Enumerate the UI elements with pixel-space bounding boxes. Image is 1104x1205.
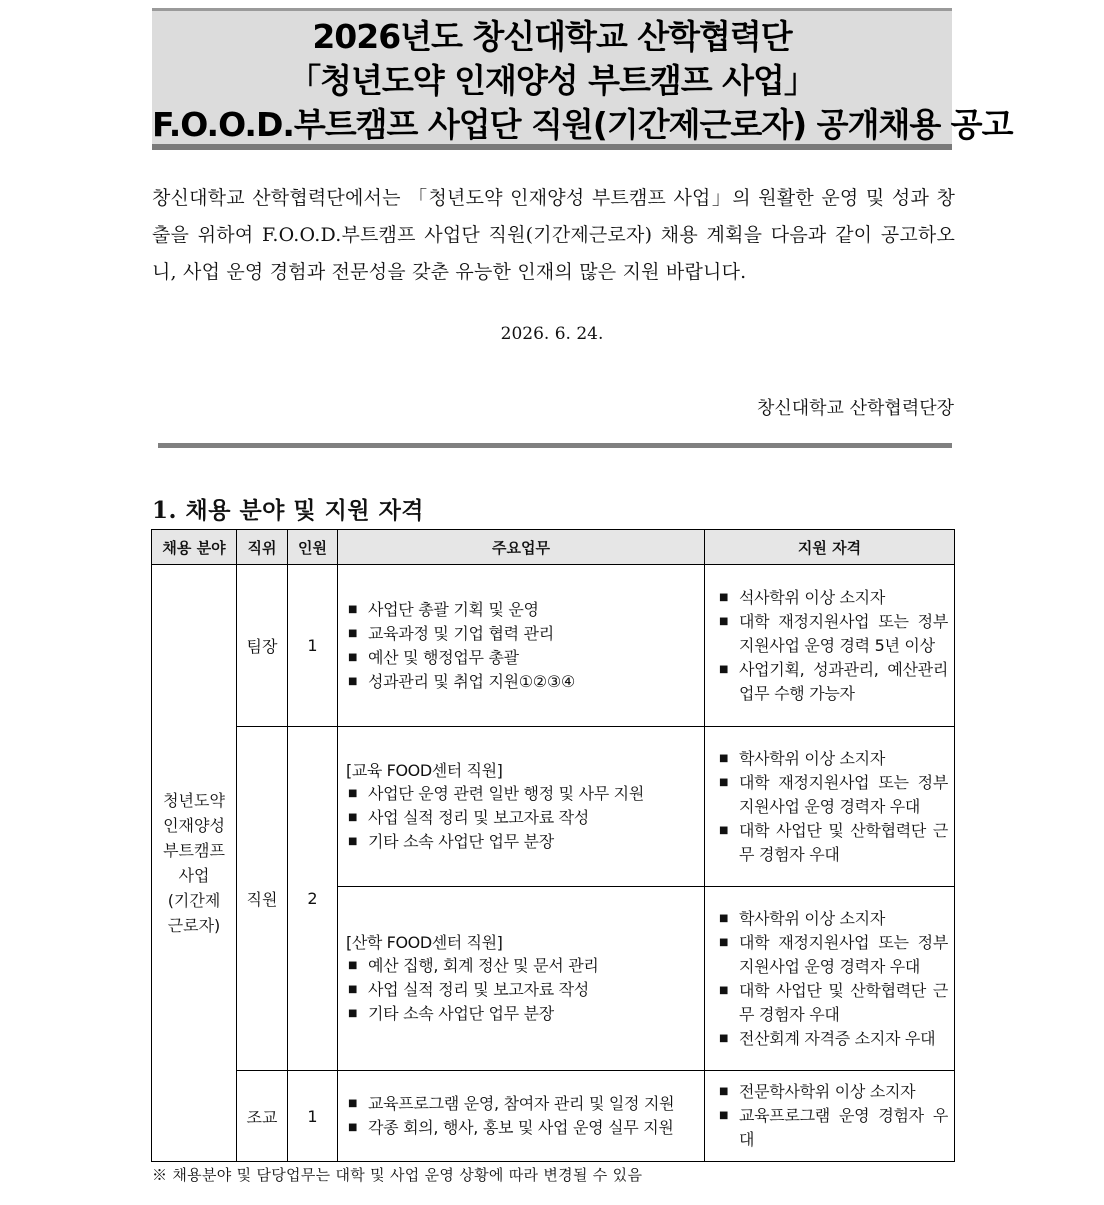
qualification-item: ■ 석사학위 이상 소지자 xyxy=(713,586,948,610)
qualification-item: ■ 사업기획, 성과관리, 예산관리 업무 수행 가능자 xyxy=(713,658,948,706)
qualifications-cell xyxy=(705,887,955,1071)
table-row xyxy=(152,1071,955,1162)
table-header-row xyxy=(152,530,955,565)
duty-item: ■ 예산 및 행정업무 총괄 xyxy=(346,646,698,670)
duties-cell xyxy=(338,727,705,887)
position-cell: 직원 xyxy=(237,727,288,1071)
footnote: ※ 채용분야 및 담당업무는 대학 및 사업 운영 상황에 따라 변경될 수 있음 xyxy=(152,1166,643,1184)
intro-paragraph: 창신대학교 산학협력단에서는 「청년도약 인재양성 부트캠프 사업」의 원활한 운영 및 성과 창출을 위하여 F.O.O.D.부트캠프 사업단 직원(기간제근로자) 채용 계획을 다음과 같이 공고하오니, 사업 운영 경험과 전문성을 갖춘 유능한 인재의 많은 지원 바랍니다. xyxy=(152,187,955,283)
qualification-item: ■ 학사학위 이상 소지자 xyxy=(713,747,948,771)
field-line: 근로자) xyxy=(167,916,221,935)
table-row xyxy=(152,727,955,887)
title-line-3: F.O.O.D.부트캠프 사업단 직원(기간제근로자) 공개채용 공고 xyxy=(152,105,1013,144)
qualification-item: ■ 교육프로그램 운영 경험자 우대 xyxy=(713,1104,948,1152)
duty-item: ■ 예산 집행, 회계 정산 및 문서 관리 xyxy=(346,954,698,978)
table-row xyxy=(152,565,955,727)
duty-item: ■ 기타 소속 사업단 업무 분장 xyxy=(346,830,698,854)
qualification-item: ■ 전산회계 자격증 소지자 우대 xyxy=(713,1027,948,1051)
duty-item: ■ 사업단 운영 관련 일반 행정 및 사무 지원 xyxy=(346,782,698,806)
section-title: 1. 채용 분야 및 지원 자격 xyxy=(152,497,425,524)
field-line: 인재양성 xyxy=(163,816,225,835)
position-cell: 조교 xyxy=(237,1071,288,1162)
title-line-1: 2026년도 창신대학교 산학협력단 xyxy=(312,17,792,56)
duty-group-label: [산학 FOOD센터 직원] xyxy=(346,933,503,952)
title-line-2: 「청년도약 인재양성 부트캠프 사업」 xyxy=(288,61,816,100)
field-line: 청년도약 xyxy=(163,791,225,810)
count-cell: 2 xyxy=(288,727,338,1071)
duty-group-label: [교육 FOOD센터 직원] xyxy=(346,761,503,780)
duty-item: ■ 각종 회의, 행사, 홍보 및 사업 운영 실무 지원 xyxy=(346,1116,698,1140)
qualification-item: ■ 학사학위 이상 소지자 xyxy=(713,907,948,931)
duty-item: ■ 성과관리 및 취업 지원①②③④ xyxy=(346,670,698,694)
qualification-item: ■ 대학 재정지원사업 또는 정부지원사업 운영 경력자 우대 xyxy=(713,931,948,979)
qualifications-cell xyxy=(705,727,955,887)
duty-item: ■ 기타 소속 사업단 업무 분장 xyxy=(346,1002,698,1026)
qualification-item: ■ 대학 사업단 및 산학협력단 근무 경험자 우대 xyxy=(713,819,948,867)
duty-item: ■ 사업 실적 정리 및 보고자료 작성 xyxy=(346,806,698,830)
duty-item: ■ 교육과정 및 기업 협력 관리 xyxy=(346,622,698,646)
position-cell: 팀장 xyxy=(237,565,288,727)
field-cell xyxy=(152,565,237,1162)
title-banner xyxy=(152,8,1013,150)
announcement-date: 2026. 6. 24. xyxy=(500,324,604,344)
duty-item: ■ 교육프로그램 운영, 참여자 관리 및 일정 지원 xyxy=(346,1092,698,1116)
field-line: (기간제 xyxy=(167,891,221,910)
duties-cell xyxy=(338,1071,705,1162)
duties-cell xyxy=(338,565,705,727)
count-cell: 1 xyxy=(288,1071,338,1162)
header-qualifications: 지원 자격 xyxy=(705,530,955,565)
field-line: 사업 xyxy=(178,866,210,885)
field-line: 부트캠프 xyxy=(163,841,225,860)
count-cell: 1 xyxy=(288,565,338,727)
qualification-item: ■ 대학 사업단 및 산학협력단 근무 경험자 우대 xyxy=(713,979,948,1027)
header-duties: 주요업무 xyxy=(338,530,705,565)
qualifications-cell xyxy=(705,1071,955,1162)
qualifications-cell xyxy=(705,565,955,727)
signer: 창신대학교 산학협력단장 xyxy=(757,398,954,419)
header-field: 채용 분야 xyxy=(152,530,237,565)
divider xyxy=(158,443,952,448)
qualification-item: ■ 대학 재정지원사업 또는 정부지원사업 운영 경력자 우대 xyxy=(713,771,948,819)
duties-cell xyxy=(338,887,705,1071)
header-position: 직위 xyxy=(237,530,288,565)
qualification-item: ■ 전문학사학위 이상 소지자 xyxy=(713,1080,948,1104)
duty-item: ■ 사업단 총괄 기획 및 운영 xyxy=(346,598,698,622)
duty-item: ■ 사업 실적 정리 및 보고자료 작성 xyxy=(346,978,698,1002)
qualification-item: ■ 대학 재정지원사업 또는 정부지원사업 운영 경력 5년 이상 xyxy=(713,610,948,658)
recruitment-table xyxy=(151,529,955,1162)
header-count: 인원 xyxy=(288,530,338,565)
